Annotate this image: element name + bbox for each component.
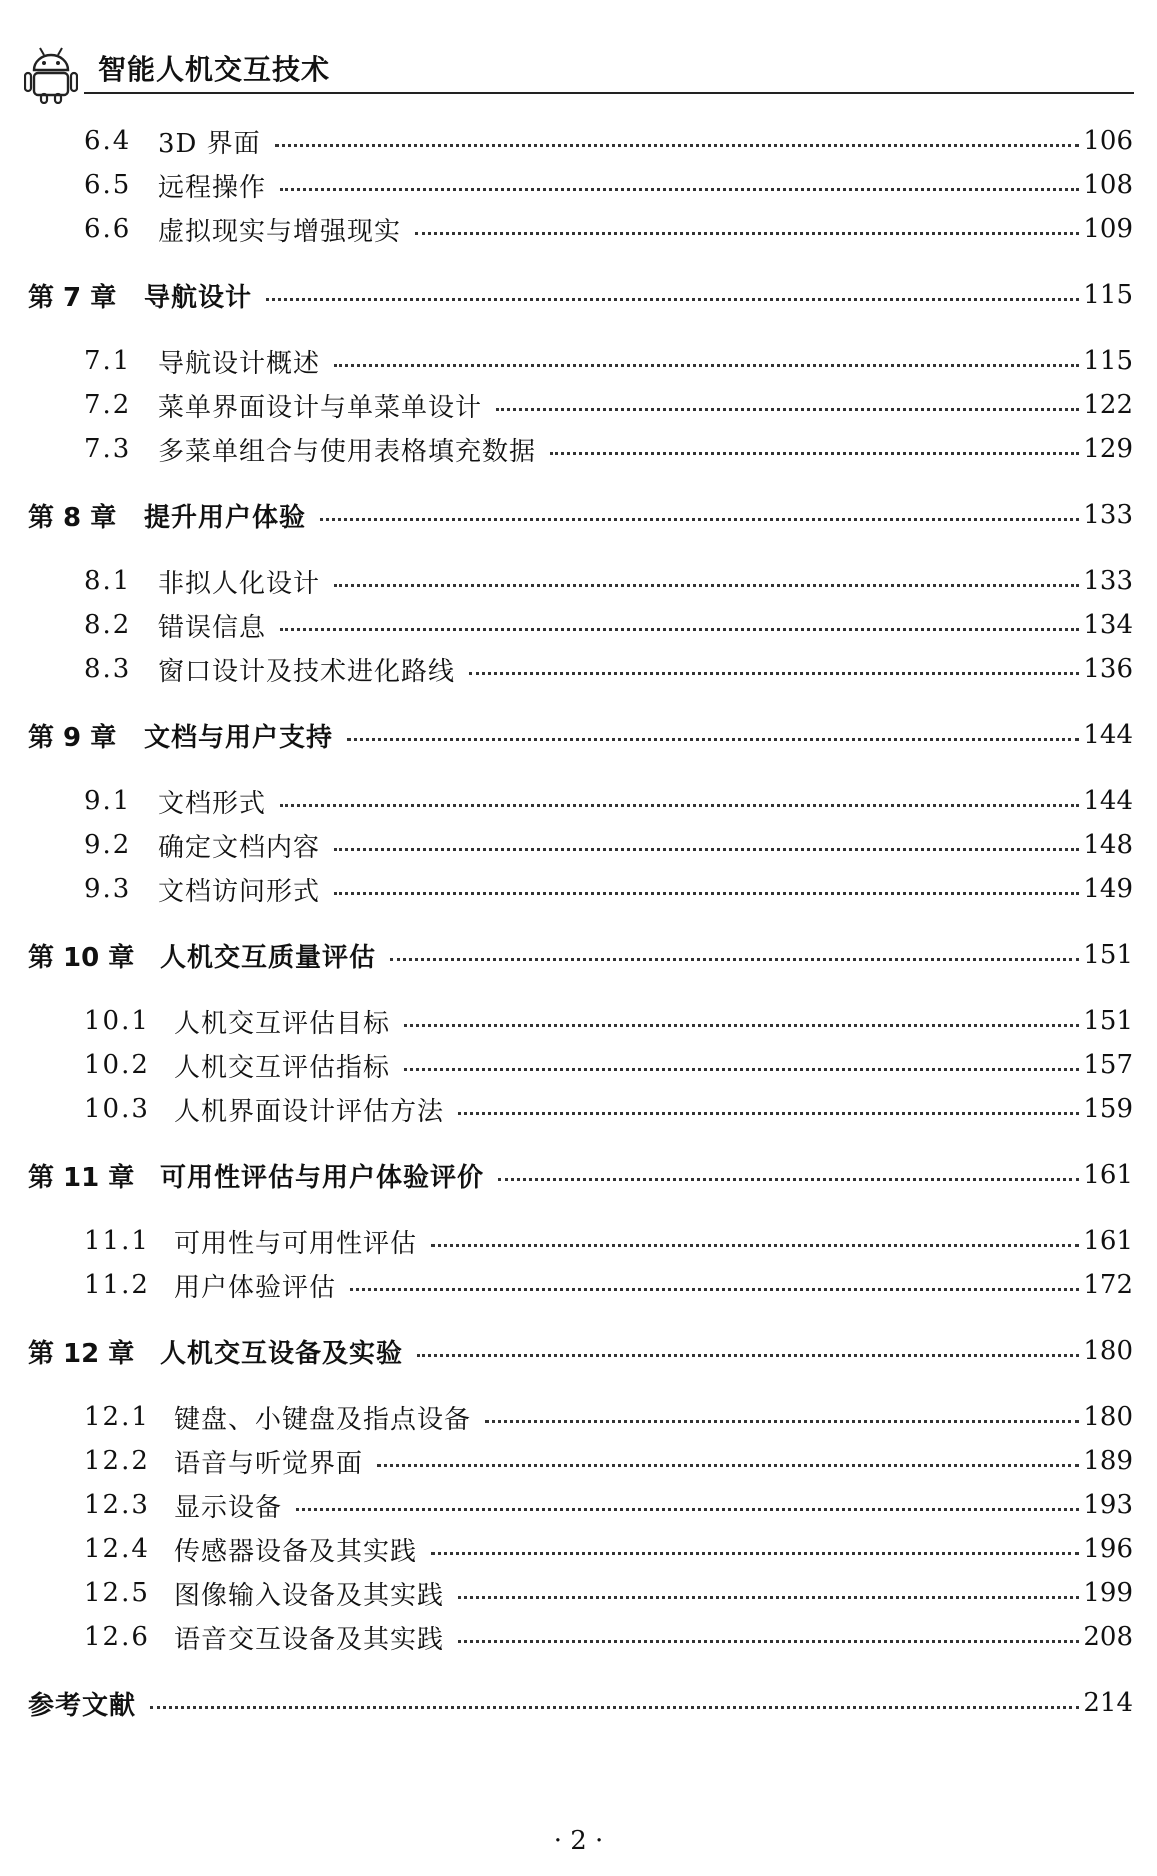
toc-number: 10.3 <box>84 1094 150 1124</box>
dot-leader <box>390 958 1079 961</box>
toc-section-row <box>0 429 1157 469</box>
dot-leader <box>320 518 1079 521</box>
toc-chapter-row <box>0 715 1157 755</box>
toc-page-number: 136 <box>1083 654 1133 684</box>
dot-leader <box>334 364 1079 367</box>
toc-page-number: 115 <box>1083 346 1133 376</box>
toc-page-number: 106 <box>1083 126 1133 156</box>
toc-page-number: 129 <box>1083 434 1133 464</box>
toc-chapter-row <box>0 1155 1157 1195</box>
toc-number: 7.3 <box>84 434 132 464</box>
toc-section-row <box>0 1001 1157 1041</box>
dot-leader <box>458 1596 1079 1599</box>
toc-page-number: 144 <box>1083 786 1133 816</box>
toc-page-number: 144 <box>1083 720 1133 750</box>
toc-title: 3D 界面 <box>158 128 261 159</box>
dot-leader <box>266 298 1079 301</box>
toc-number: 6.5 <box>84 170 132 200</box>
toc-page-number: 149 <box>1083 874 1133 904</box>
dot-leader <box>458 1640 1079 1643</box>
dot-leader <box>334 584 1079 587</box>
toc-title: 导航设计 <box>144 282 253 313</box>
toc-title: 多菜单组合与使用表格填充数据 <box>158 436 537 467</box>
dot-leader <box>404 1024 1079 1027</box>
toc-page-number: 122 <box>1083 390 1133 420</box>
toc-title: 参考文献 <box>28 1690 137 1721</box>
toc-title: 语音与听觉界面 <box>174 1448 364 1479</box>
toc-number: 7.1 <box>84 346 132 376</box>
toc-chapter-row <box>0 275 1157 315</box>
toc-section-row <box>0 1221 1157 1261</box>
toc-section-row <box>0 1529 1157 1569</box>
toc-number: 8.2 <box>84 610 132 640</box>
toc-number: 第 9 章 <box>28 722 117 753</box>
toc-number: 11.2 <box>84 1270 150 1300</box>
toc-title: 非拟人化设计 <box>158 568 321 599</box>
toc-title: 虚拟现实与增强现实 <box>158 216 402 247</box>
dot-leader <box>498 1178 1079 1181</box>
toc-title: 文档形式 <box>158 788 267 819</box>
toc-title: 键盘、小键盘及指点设备 <box>174 1404 472 1435</box>
toc-chapter-row <box>0 495 1157 535</box>
dot-leader <box>431 1244 1079 1247</box>
book-title: 智能人机交互技术 <box>98 53 331 86</box>
dot-leader <box>296 1508 1079 1511</box>
dot-leader <box>415 232 1079 235</box>
toc-section-row <box>0 1089 1157 1129</box>
toc-page-number: 180 <box>1083 1336 1133 1366</box>
toc-section-row <box>0 341 1157 381</box>
toc-number: 10.2 <box>84 1050 150 1080</box>
toc-section-row <box>0 781 1157 821</box>
toc-number: 7.2 <box>84 390 132 420</box>
dot-leader <box>458 1112 1079 1115</box>
toc-title: 可用性评估与用户体验评价 <box>160 1162 485 1193</box>
toc-section-row <box>0 1485 1157 1525</box>
toc-number: 12.5 <box>84 1578 150 1608</box>
toc-title: 人机交互评估指标 <box>174 1052 391 1083</box>
toc-number: 12.6 <box>84 1622 150 1652</box>
toc-number: 第 12 章 <box>28 1338 135 1369</box>
toc-title: 人机界面设计评估方法 <box>174 1096 445 1127</box>
toc-page-number: 214 <box>1083 1688 1133 1718</box>
toc-references-row <box>0 1683 1157 1723</box>
toc-title: 提升用户体验 <box>144 502 307 533</box>
toc-section-row <box>0 1045 1157 1085</box>
toc-section-row <box>0 1397 1157 1437</box>
dot-leader <box>377 1464 1079 1467</box>
dot-leader <box>417 1354 1079 1357</box>
toc-number: 12.4 <box>84 1534 150 1564</box>
toc-section-row <box>0 385 1157 425</box>
toc-number: 6.6 <box>84 214 132 244</box>
toc-page-number: 161 <box>1083 1160 1133 1190</box>
toc-chapter-row <box>0 1331 1157 1371</box>
toc-page-number: 134 <box>1083 610 1133 640</box>
dot-leader <box>275 144 1079 147</box>
dot-leader <box>334 892 1079 895</box>
toc-page-number: 193 <box>1083 1490 1133 1520</box>
toc-section-row <box>0 869 1157 909</box>
toc-number: 12.2 <box>84 1446 150 1476</box>
toc-page-number: 151 <box>1083 940 1133 970</box>
toc-page-number: 115 <box>1083 280 1133 310</box>
toc-title: 图像输入设备及其实践 <box>174 1580 445 1611</box>
toc-title: 语音交互设备及其实践 <box>174 1624 445 1655</box>
dot-leader <box>150 1706 1079 1709</box>
toc-page-number: 196 <box>1083 1534 1133 1564</box>
toc-title: 人机交互质量评估 <box>160 942 377 973</box>
dot-leader <box>496 408 1079 411</box>
dot-leader <box>280 628 1079 631</box>
toc-title: 传感器设备及其实践 <box>174 1536 418 1567</box>
dot-leader <box>404 1068 1079 1071</box>
toc-title: 可用性与可用性评估 <box>174 1228 418 1259</box>
toc-title: 显示设备 <box>174 1492 283 1523</box>
toc-number: 8.1 <box>84 566 132 596</box>
dot-leader <box>469 672 1079 675</box>
toc-title: 菜单界面设计与单菜单设计 <box>158 392 483 423</box>
toc-title: 人机交互评估目标 <box>174 1008 391 1039</box>
toc-section-row <box>0 1441 1157 1481</box>
toc-section-row <box>0 1573 1157 1613</box>
toc-section-row <box>0 121 1157 161</box>
toc-page-number: 180 <box>1083 1402 1133 1432</box>
toc-number: 第 11 章 <box>28 1162 135 1193</box>
dot-leader <box>350 1288 1079 1291</box>
toc-page-number: 208 <box>1083 1622 1133 1652</box>
toc-section-row <box>0 561 1157 601</box>
dot-leader <box>431 1552 1079 1555</box>
toc-number: 12.1 <box>84 1402 150 1432</box>
toc-number: 第 10 章 <box>28 942 135 973</box>
toc-number: 8.3 <box>84 654 132 684</box>
toc-page-number: 133 <box>1083 500 1133 530</box>
dot-leader <box>334 848 1079 851</box>
toc-number: 12.3 <box>84 1490 150 1520</box>
toc-page-number: 157 <box>1083 1050 1133 1080</box>
toc-page-number: 108 <box>1083 170 1133 200</box>
dot-leader <box>485 1420 1079 1423</box>
toc-page-number: 151 <box>1083 1006 1133 1036</box>
toc-page-number: 161 <box>1083 1226 1133 1256</box>
toc-section-row <box>0 165 1157 205</box>
toc-section-row <box>0 1617 1157 1657</box>
dot-leader <box>550 452 1079 455</box>
toc-title: 错误信息 <box>158 612 267 643</box>
toc-page-number: 109 <box>1083 214 1133 244</box>
toc-chapter-row <box>0 935 1157 975</box>
toc-title: 文档与用户支持 <box>144 722 334 753</box>
toc-section-row <box>0 649 1157 689</box>
toc-section-row <box>0 1265 1157 1305</box>
toc-number: 9.2 <box>84 830 132 860</box>
toc-page-number: 133 <box>1083 566 1133 596</box>
toc-page-number: 148 <box>1083 830 1133 860</box>
dot-leader <box>347 738 1079 741</box>
toc-title: 窗口设计及技术进化路线 <box>158 656 456 687</box>
toc-title: 导航设计概述 <box>158 348 321 379</box>
dot-leader <box>280 188 1079 191</box>
toc-title: 确定文档内容 <box>158 832 321 863</box>
toc-number: 9.3 <box>84 874 132 904</box>
toc-title: 人机交互设备及实验 <box>160 1338 404 1369</box>
toc-number: 第 7 章 <box>28 282 117 313</box>
toc-number: 第 8 章 <box>28 502 117 533</box>
toc-section-row <box>0 825 1157 865</box>
toc-title: 文档访问形式 <box>158 876 321 907</box>
toc-number: 9.1 <box>84 786 132 816</box>
dot-leader <box>280 804 1079 807</box>
toc-number: 10.1 <box>84 1006 150 1036</box>
toc-page-number: 199 <box>1083 1578 1133 1608</box>
toc-number: 6.4 <box>84 126 132 156</box>
toc-page-number: 159 <box>1083 1094 1133 1124</box>
toc-section-row <box>0 209 1157 249</box>
toc-number: 11.1 <box>84 1226 150 1256</box>
toc-section-row <box>0 605 1157 645</box>
toc-page-number: 172 <box>1083 1270 1133 1300</box>
toc-page-number: 189 <box>1083 1446 1133 1476</box>
toc-title: 用户体验评估 <box>174 1272 337 1303</box>
toc-title: 远程操作 <box>158 172 267 203</box>
page-number: · 2 · <box>553 1826 604 1856</box>
